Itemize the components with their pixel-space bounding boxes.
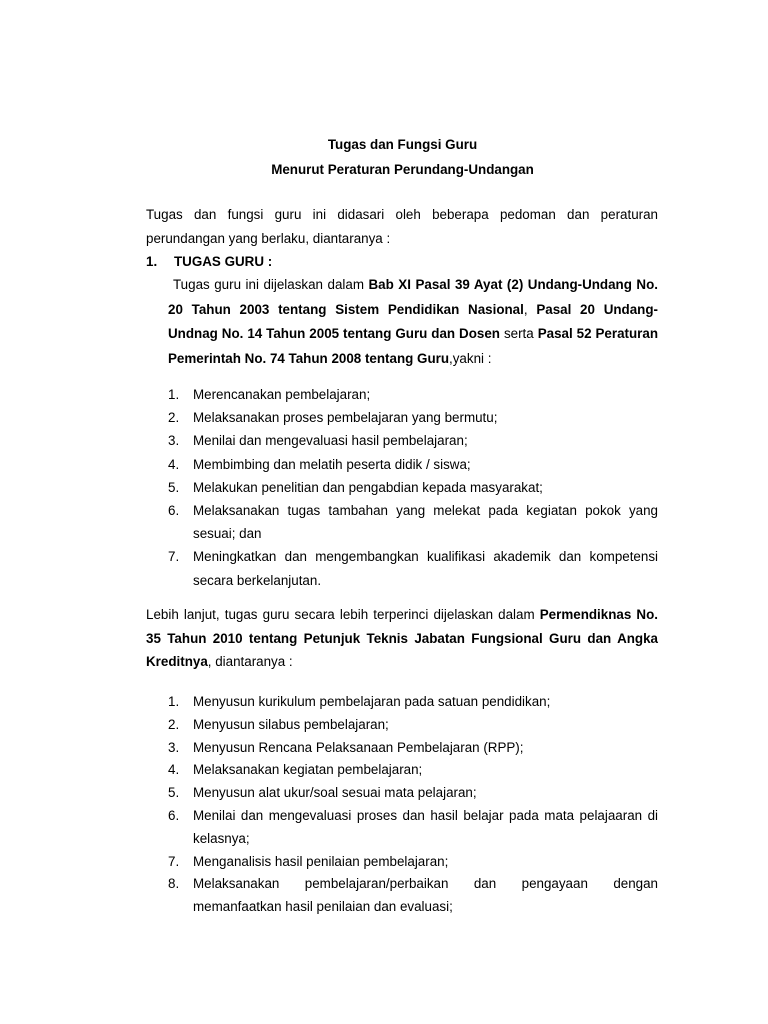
list-number: 5. [168,479,180,495]
list-item [168,873,658,919]
section-number: 1. [146,254,158,269]
para-text-4: ,yakni : [449,351,492,367]
title-line-1: Tugas dan Fungsi Guru [327,137,478,152]
list-text: Membimbing dan melatih peserta didik / siswa; [193,456,471,472]
para-text-3: serta [500,326,538,342]
permendiknas-paragraph [146,603,658,674]
tugas-guru-list [168,383,658,592]
list-number: 4. [168,456,180,472]
intro-paragraph: Tugas dan fungsi guru ini didasari oleh beberapa pedoman dan peraturan perundangan yang berlaku, diantaranya : [146,207,658,246]
para-bold-2: Pasal 20 Undang-Undnag No. 14 Tahun 2005 tentang Guru dan Dosen [168,301,658,342]
list-item [168,737,658,760]
list-item [168,691,658,714]
list-item [168,383,658,406]
title-line-2: Menurut Peraturan Perundang-Undangan [271,162,534,177]
list-number: 1. [168,387,180,402]
list-text: Melaksanakan pembelajaran/perbaikan dan pengayaan dengan memanfaatkan hasil penilaian dan evaluasi; [193,876,658,915]
list-text: Meningkatkan dan mengembangkan kualifikasi akademik dan kompetensi secara berkelanjutan. [193,549,658,588]
section-title: TUGAS GURU : [174,254,273,269]
list-text: Melaksanakan proses pembelajaran yang bermutu; [193,410,498,426]
list-number: 7. [168,549,180,565]
list-text: Menilai dan mengevaluasi hasil pembelajaran; [193,433,468,449]
list-number: 5. [168,785,180,801]
list-text: Menyusun alat ukur/soal sesuai mata pelajaran; [193,785,477,801]
list-number: 6. [168,807,180,823]
list-item [168,406,658,429]
section-heading-tugas-guru [146,250,272,274]
list-number: 8. [168,876,180,892]
para2-text-2: , diantaranya : [207,654,293,669]
para-bold-1: Bab XI Pasal 39 Ayat (2) Undang-Undang No. 20 Tahun 2003 tentang Sistem Pendidikan Nasional [168,277,658,317]
list-item [168,782,658,805]
list-text: Melaksanakan kegiatan pembelajaran; [193,762,423,778]
list-item [168,714,658,737]
list-text: Menyusun kurikulum pembelajaran pada satuan pendidikan; [193,694,551,709]
list-number: 2. [168,410,180,426]
list-text: Menilai dan mengevaluasi proses dan hasil belajar pada mata pelajaaran di kelasnya; [193,807,658,846]
list-number: 3. [168,433,180,449]
para-text-2: , [523,301,537,317]
document-title [0,133,768,182]
tugas-guru-paragraph [168,273,658,372]
list-item [168,476,658,499]
list-number: 3. [168,739,180,755]
tugas-rinci-list [168,691,658,919]
list-item [168,851,658,874]
list-number: 7. [168,853,180,869]
list-text: Menganalisis hasil penilaian pembelajaran; [193,853,449,869]
list-text: Melaksanakan tugas tambahan yang melekat pada kegiatan pokok yang sesuai; dan [193,503,658,542]
list-item [168,545,658,591]
para-bold-3: Pasal 52 Peraturan Pemerintah No. 74 Tahun 2008 tentang Guru [168,326,659,367]
list-number: 2. [168,716,180,732]
list-number: 6. [168,503,180,519]
list-text: Menyusun Rencana Pelaksanaan Pembelajaran (RPP); [193,739,524,755]
list-text: Menyusun silabus pembelajaran; [193,716,389,732]
para2-text-1: Lebih lanjut, tugas guru secara lebih terperinci dijelaskan dalam [146,607,540,622]
list-text: Melakukan penelitian dan pengabdian kepada masyarakat; [193,479,543,495]
list-item [168,499,658,545]
list-item [168,805,658,851]
list-item [168,429,658,452]
list-item [168,759,658,782]
list-number: 4. [168,762,180,778]
list-text: Merencanakan pembelajaran; [193,387,371,402]
list-number: 1. [168,694,180,709]
list-item [168,453,658,476]
para-text-1: Tugas guru ini dijelaskan dalam [173,277,369,292]
para2-bold-1: Permendiknas No. 35 Tahun 2010 tentang Petunjuk Teknis Jabatan Fungsional Guru dan Angka Kreditnya [146,607,658,669]
